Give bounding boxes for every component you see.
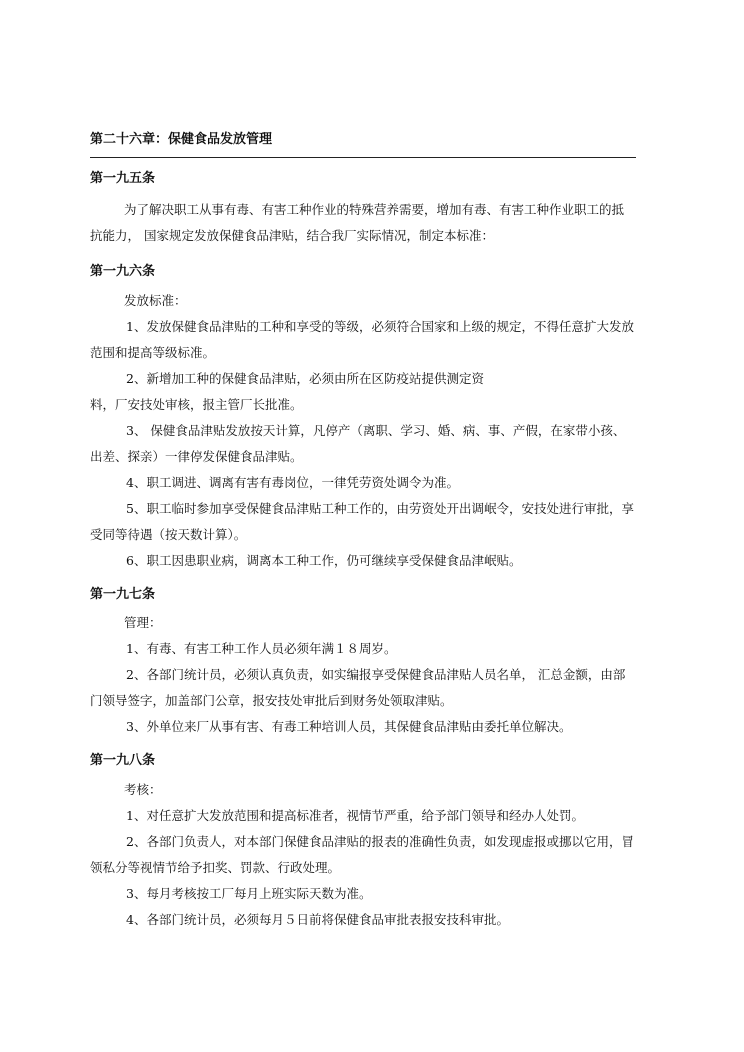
paragraph-line: 门领导签字，加盖部门公章，报安技处审批后到财务处领取津贴。 (90, 693, 453, 708)
paragraph-line: 考核： (124, 782, 162, 797)
paragraph-line: 抗能力， 国家规定发放保健食品津贴，结合我厂实际情况，制定本标准： (90, 228, 494, 243)
paragraph-line: 5、职工临时参加享受保健食品津贴工种工作的，由劳资处开出调岷令，安技处进行审批，享 (126, 501, 634, 516)
paragraph-line: 出差、探亲）一律停发保健食品津贴。 (90, 449, 303, 464)
paragraph-line: 3、每月考核按工厂每月上班实际天数为准。 (126, 886, 372, 901)
paragraph-line: 2、各部门负责人，对本部门保健食品津贴的报表的准确性负责，如发现虚报或挪以它用，冒 (126, 834, 634, 849)
paragraph-line: 2、各部门统计员，必须认真负责，如实编报享受保健食品津贴人员名单， 汇总金额，由部 (126, 667, 626, 682)
paragraph-line: 3、 保健食品津贴发放按天计算，凡停产（离职、学习、婚、病、事、产假，在家带小孩、 (126, 423, 626, 438)
paragraph-line: 2、新增加工种的保健食品津贴，必须由所在区防疫站提供测定资 (126, 371, 484, 386)
paragraph-line: 4、各部门统计员，必须每月５日前将保健食品审批表报安技科审批。 (126, 912, 509, 927)
section-heading: 第一九六条 (90, 264, 156, 279)
paragraph-line: 1、对任意扩大发放范围和提高标准者，视情节严重，给予部门领导和经办人处罚。 (126, 808, 584, 823)
paragraph-line: 料，厂安技处审核，报主管厂长批准。 (90, 397, 303, 412)
paragraph-line: 4、职工调进、调离有害有毒岗位，一律凭劳资处调令为准。 (126, 475, 459, 490)
paragraph-line: 范围和提高等级标准。 (90, 345, 216, 360)
chapter-divider (90, 157, 636, 158)
paragraph-line: 1、发放保健食品津贴的工种和享受的等级，必须符合国家和上级的规定，不得任意扩大发放 (126, 319, 634, 334)
chapter-title: 第二十六章：保健食品发放管理 (90, 132, 273, 147)
paragraph-line: 为了解决职工从事有毒、有害工种作业的特殊营养需要，增加有毒、有害工种作业职工的抵 (124, 202, 625, 217)
paragraph-line: 受同等待遇（按天数计算）。 (90, 527, 247, 542)
paragraph-line: 1、有毒、有害工种工作人员必须年满１８周岁。 (126, 641, 397, 656)
paragraph-line: 6、职工因患职业病，调离本工种工作，仍可继续享受保健食品津岷贴。 (126, 553, 522, 568)
section-heading: 第一九八条 (90, 753, 156, 768)
paragraph-line: 发放标准： (124, 293, 187, 308)
paragraph-line: 3、外单位来厂从事有害、有毒工种培训人员，其保健食品津贴由委托单位解决。 (126, 719, 572, 734)
section-heading: 第一九七条 (90, 587, 156, 602)
section-heading: 第一九五条 (90, 171, 156, 186)
paragraph-line: 管理： (124, 615, 162, 630)
paragraph-line: 领私分等视情节给予扣奖、罚款、行政处理。 (90, 860, 341, 875)
